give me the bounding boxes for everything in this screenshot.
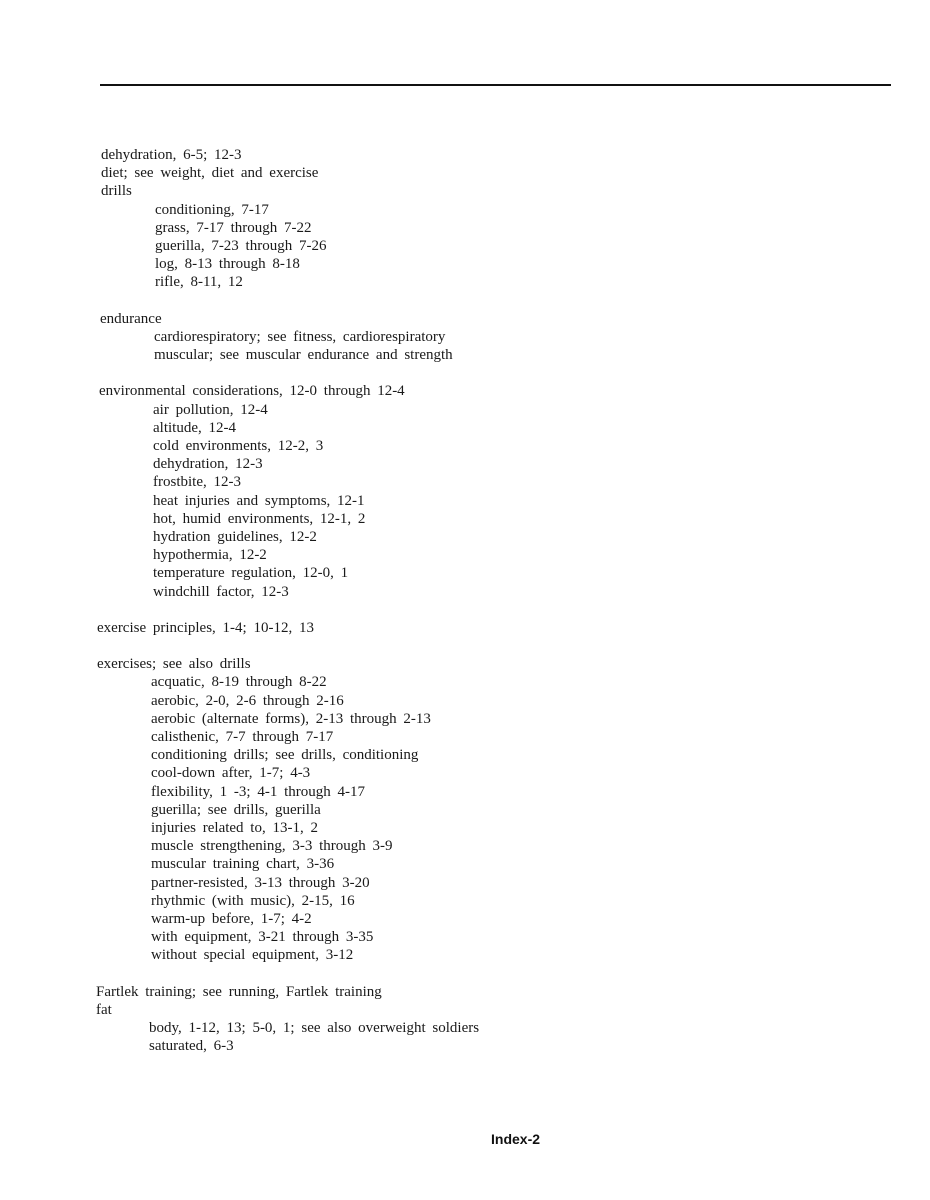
index-entry: diet; see weight, diet and exercise: [101, 165, 319, 182]
index-subentry: conditioning, 7-17: [155, 201, 269, 218]
index-subentry: conditioning drills; see drills, conditioning: [151, 747, 419, 764]
index-entry: fat: [96, 1001, 112, 1018]
index-subentry: windchill factor, 12-3: [153, 583, 289, 600]
index-subentry: guerilla, 7-23 through 7-26: [155, 237, 327, 254]
index-subentry: rifle, 8-11, 12: [155, 274, 243, 291]
index-subentry: with equipment, 3-21 through 3-35: [151, 929, 374, 946]
index-subentry: dehydration, 12-3: [153, 456, 263, 473]
page-number: Index-2: [491, 1131, 541, 1147]
blank-line: [0, 364, 930, 382]
index-subentry: warm-up before, 1-7; 4-2: [151, 910, 312, 927]
index-subentry: grass, 7-17 through 7-22: [155, 219, 312, 236]
index-subentry: air pollution, 12-4: [153, 401, 268, 418]
index-subentry: heat injuries and symptoms, 12-1: [153, 492, 365, 509]
index-subentry: cardiorespiratory; see fitness, cardiorespiratory: [154, 328, 446, 345]
index-subentry: acquatic, 8-19 through 8-22: [151, 674, 327, 691]
index-subentry: hypothermia, 12-2: [153, 547, 267, 564]
index-subentry: calisthenic, 7-7 through 7-17: [151, 729, 334, 745]
blank-line: [0, 964, 930, 982]
index-entry: environmental considerations, 12-0 through 12-4: [99, 383, 405, 400]
blank-line: [0, 637, 930, 655]
index-subentry: cool-down after, 1-7; 4-3: [151, 765, 311, 782]
index-subentry: body, 1-12, 13; 5-0, 1; see also overweight soldiers: [149, 1020, 480, 1036]
top-rule: [100, 84, 891, 86]
index-subentry: muscular training chart, 3-36: [151, 856, 335, 873]
index-subentry: aerobic, 2-0, 2-6 through 2-16: [151, 692, 344, 709]
blank-line: [0, 601, 930, 619]
index-entry: exercises; see also drills: [97, 656, 251, 673]
index-subentry: flexibility, 1 -3; 4-1 through 4-17: [151, 783, 365, 800]
index-subentry: aerobic (alternate forms), 2-13 through 2-13: [151, 710, 431, 727]
index-entry: exercise principles, 1-4; 10-12, 13: [97, 619, 314, 636]
index-subentry: without special equipment, 3-12: [151, 947, 354, 964]
index-subentry: log, 8-13 through 8-18: [155, 256, 300, 273]
index-subentry: cold environments, 12-2, 3: [153, 438, 324, 454]
index-subentry: frostbite, 12-3: [153, 474, 241, 491]
index-subentry: temperature regulation, 12-0, 1: [153, 565, 349, 582]
index-subentry: guerilla; see drills, guerilla: [151, 801, 321, 818]
index-subentry: muscle strengthening, 3-3 through 3-9: [151, 838, 393, 855]
index-subentry: altitude, 12-4: [153, 419, 236, 436]
index-entry: Fartlek training; see running, Fartlek training: [96, 983, 382, 1000]
index-entry: dehydration, 6-5; 12-3: [101, 147, 242, 163]
index-subentry: rhythmic (with music), 2-15, 16: [151, 892, 355, 909]
blank-line: [0, 292, 930, 310]
index-subentry: muscular; see muscular endurance and strength: [154, 347, 453, 364]
index-subentry: saturated, 6-3: [149, 1038, 234, 1055]
index-subentry: injuries related to, 13-1, 2: [151, 819, 318, 836]
index-subentry: hydration guidelines, 12-2: [153, 528, 317, 545]
index-entry: endurance: [100, 310, 162, 327]
index-entry: drills: [101, 183, 132, 200]
index-subentry: hot, humid environments, 12-1, 2: [153, 510, 366, 527]
index-list: [0, 146, 930, 1055]
index-subentry: partner-resisted, 3-13 through 3-20: [151, 874, 370, 891]
